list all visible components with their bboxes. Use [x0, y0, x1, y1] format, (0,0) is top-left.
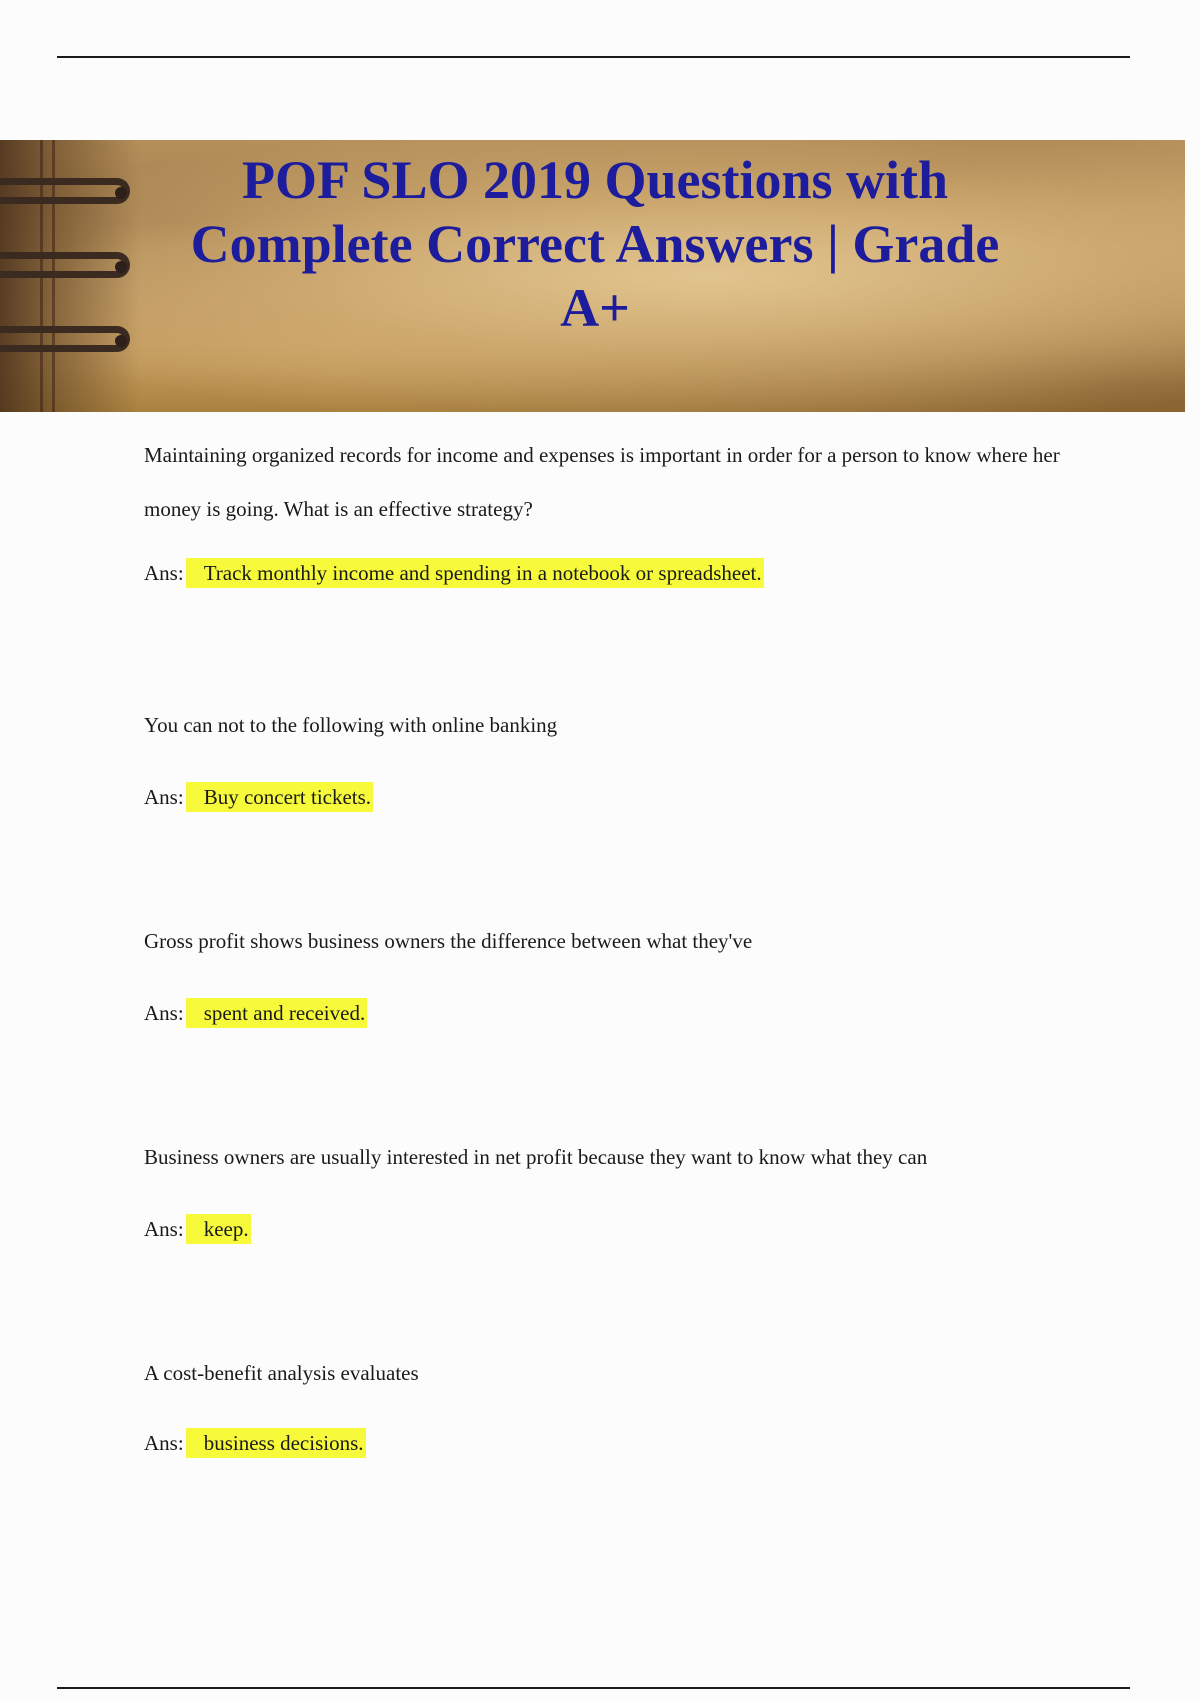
- binder-ring-icon: [0, 326, 130, 352]
- question-text: Gross profit shows business owners the difference between what they've: [144, 929, 753, 953]
- answer-highlight: business decisions.: [186, 1428, 366, 1458]
- binder-ring-icon: [0, 178, 130, 204]
- answer-line: [144, 546, 1064, 600]
- top-rule: [57, 56, 1130, 58]
- question-text: You can not to the following with online banking: [144, 713, 558, 737]
- answer-highlight: Track monthly income and spending in a notebook or spreadsheet.: [186, 558, 764, 588]
- answer-highlight: Buy concert tickets.: [186, 782, 373, 812]
- document-title: POF SLO 2019 Questions with Complete Correct Answers | Grade A+: [190, 150, 1000, 338]
- qa-item: [144, 428, 1064, 600]
- binder-ring-icon: [0, 252, 130, 278]
- answer-highlight: keep.: [186, 1214, 251, 1244]
- answer-label: Ans:: [144, 1217, 184, 1241]
- title-banner: [0, 140, 1185, 412]
- answer-line: [144, 770, 1064, 824]
- answer-label: Ans:: [144, 1431, 184, 1455]
- answer-label: Ans:: [144, 785, 184, 809]
- answer-highlight: spent and received.: [186, 998, 368, 1028]
- bottom-rule: [57, 1687, 1130, 1689]
- qa-item: [144, 1346, 1064, 1470]
- question-text: Business owners are usually interested in net profit because they want to know what they can: [144, 1145, 928, 1169]
- qa-item: [144, 698, 1064, 824]
- answer-label: Ans:: [144, 561, 184, 585]
- answer-line: [144, 986, 1064, 1040]
- answer-label: Ans:: [144, 1001, 184, 1025]
- answer-line: [144, 1202, 1064, 1256]
- question-text: A cost-benefit analysis evaluates: [144, 1361, 419, 1385]
- question-text: Maintaining organized records for income and expenses is important in order for a person to know where her money is going. What is an effective strategy?: [144, 443, 1060, 521]
- qa-item: [144, 914, 1064, 1040]
- qa-item: [144, 1130, 1064, 1256]
- answer-line: [144, 1416, 1064, 1470]
